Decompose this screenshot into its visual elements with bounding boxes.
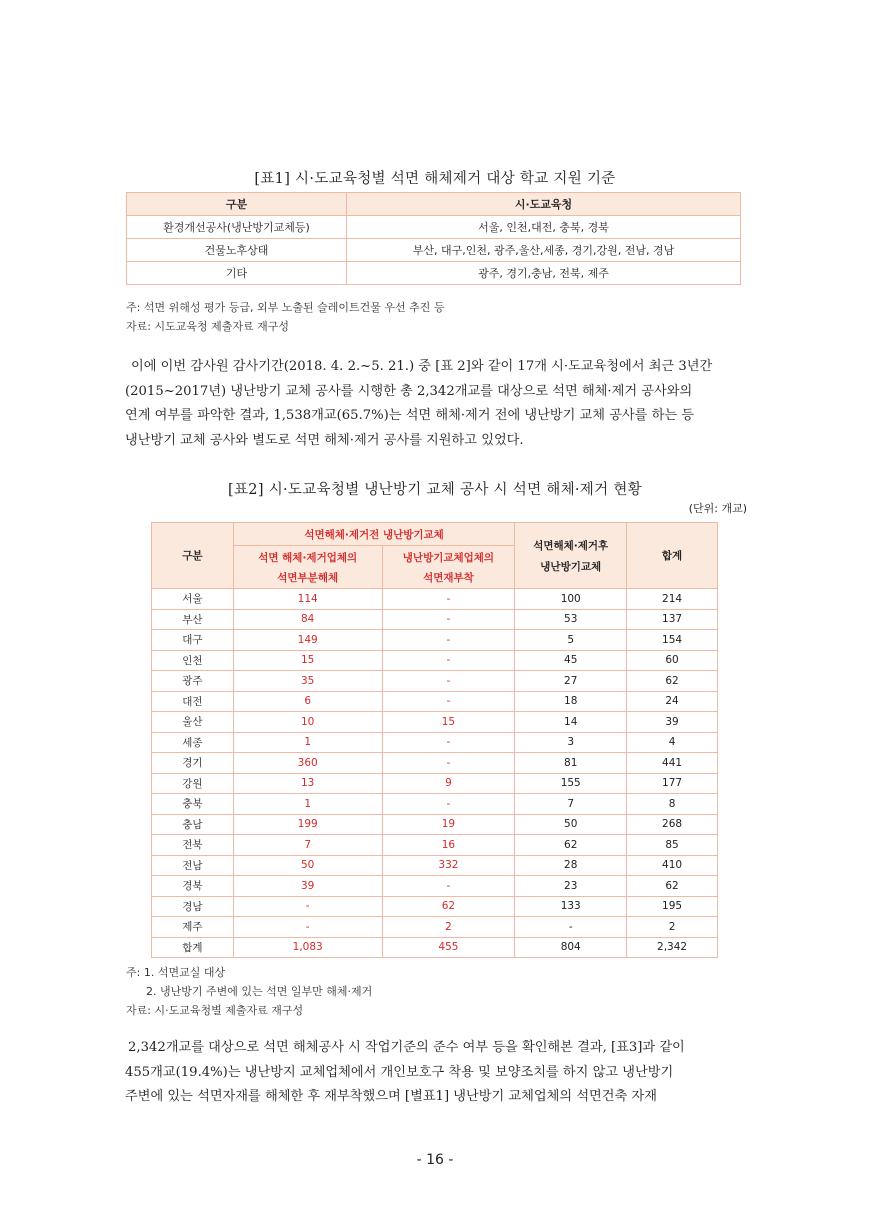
table2-cell-reattach: - xyxy=(382,753,515,774)
table1-note: 주: 석면 위해성 평가 등급, 외부 노출된 슬레이트건물 우선 추진 등 xyxy=(126,301,445,314)
table2 xyxy=(151,522,718,958)
table2-cell-partial: 1 xyxy=(233,794,382,815)
table2-cell-after: 155 xyxy=(515,773,627,794)
table1-header-office: 시·도교육청 xyxy=(347,193,741,216)
table2-header-after-line1: 석면해체·제거후 xyxy=(533,539,609,552)
table1-header-gubun: 구분 xyxy=(127,193,347,216)
table2-cell-total: 62 xyxy=(627,876,718,897)
table2-cell-region: 대전 xyxy=(152,691,234,712)
table2-cell-total: 268 xyxy=(627,814,718,835)
table2-cell-after: - xyxy=(515,917,627,938)
table2-cell-total: 154 xyxy=(627,630,718,651)
table2-cell-after: 5 xyxy=(515,630,627,651)
table2-cell-total: 177 xyxy=(627,773,718,794)
table2-note-1: 주: 1. 석면교실 대상 xyxy=(126,966,226,979)
table2-cell-partial: 35 xyxy=(233,671,382,692)
table2-cell-region: 광주 xyxy=(152,671,234,692)
table2-cell-reattach: 19 xyxy=(382,814,515,835)
table2-source: 자료: 시·도교육청별 제출자료 재구성 xyxy=(126,1004,304,1017)
table2-cell-total: 441 xyxy=(627,753,718,774)
table2-cell-partial: 39 xyxy=(233,876,382,897)
table2-cell-total: 2,342 xyxy=(627,937,718,958)
table2-cell-region: 전남 xyxy=(152,855,234,876)
table1-cell: 서울, 인천,대전, 충북, 경북 xyxy=(347,216,741,239)
table2-cell-reattach: 2 xyxy=(382,917,515,938)
table2-cell-partial: 84 xyxy=(233,609,382,630)
table2-cell-region: 강원 xyxy=(152,773,234,794)
table2-cell-reattach: 455 xyxy=(382,937,515,958)
table2-cell-total: 60 xyxy=(627,650,718,671)
table2-cell-after: 18 xyxy=(515,691,627,712)
table2-cell-total: 195 xyxy=(627,896,718,917)
table-row xyxy=(152,650,718,671)
table2-header-group-before: 석면해체·제거전 냉난방기교체 xyxy=(233,523,514,546)
table-row xyxy=(152,917,718,938)
table1-cell: 환경개선공사(냉난방기교체등) xyxy=(127,216,347,239)
paragraph-line: 냉난방기 교체 공사와 별도로 석면 해체·제거 공사를 지원하고 있었다. xyxy=(125,432,524,448)
table2-cell-reattach: - xyxy=(382,609,515,630)
table2-cell-region: 부산 xyxy=(152,609,234,630)
table2-cell-after: 3 xyxy=(515,732,627,753)
table2-cell-partial: 6 xyxy=(233,691,382,712)
table2-cell-reattach: - xyxy=(382,691,515,712)
table2-cell-total: 62 xyxy=(627,671,718,692)
table2-cell-reattach: - xyxy=(382,650,515,671)
table2-cell-total: 214 xyxy=(627,589,718,610)
paragraph-2 xyxy=(125,1036,758,1110)
table2-cell-region: 서울 xyxy=(152,589,234,610)
paragraph-1 xyxy=(125,355,761,453)
table2-cell-total: 410 xyxy=(627,855,718,876)
table2-cell-total: 8 xyxy=(627,794,718,815)
table-row xyxy=(152,691,718,712)
table-row xyxy=(152,794,718,815)
table2-cell-after: 81 xyxy=(515,753,627,774)
table1-header-row xyxy=(127,193,741,216)
table2-cell-total: 137 xyxy=(627,609,718,630)
table2-cell-total: 2 xyxy=(627,917,718,938)
table2-cell-region: 인천 xyxy=(152,650,234,671)
table2-cell-region: 합계 xyxy=(152,937,234,958)
table1-cell: 광주, 경기,충남, 전북, 제주 xyxy=(347,262,741,285)
table2-note-2: 2. 냉난방기 주변에 있는 석면 일부만 해체·제거 xyxy=(146,985,373,998)
table2-header-gubun: 구분 xyxy=(152,523,234,589)
table2-cell-after: 50 xyxy=(515,814,627,835)
table2-cell-reattach: - xyxy=(382,794,515,815)
table-row xyxy=(127,239,741,262)
table2-cell-reattach: 332 xyxy=(382,855,515,876)
table-row xyxy=(152,630,718,651)
table2-header-after-line2: 냉난방기교체 xyxy=(540,560,602,573)
table2-cell-total: 39 xyxy=(627,712,718,733)
table-row xyxy=(127,216,741,239)
table2-cell-reattach: 16 xyxy=(382,835,515,856)
table-row xyxy=(152,855,718,876)
table2-cell-total: 85 xyxy=(627,835,718,856)
table2-header-partial-line1: 석면 해체·제거업체의 xyxy=(258,551,358,564)
table2-cell-reattach: 15 xyxy=(382,712,515,733)
table2-cell-region: 제주 xyxy=(152,917,234,938)
table-row xyxy=(152,876,718,897)
table2-cell-partial: 50 xyxy=(233,855,382,876)
table-row xyxy=(127,262,741,285)
table2-cell-partial: 114 xyxy=(233,589,382,610)
table2-cell-after: 804 xyxy=(515,937,627,958)
table1-cell: 부산, 대구,인천, 광주,울산,세종, 경기,강원, 전남, 경남 xyxy=(347,239,741,262)
table1-caption: [표1] 시·도교육청별 석면 해체제거 대상 학교 지원 기준 xyxy=(254,171,616,187)
table2-header-partial xyxy=(233,546,382,589)
table2-cell-reattach: - xyxy=(382,589,515,610)
table2-cell-partial: 149 xyxy=(233,630,382,651)
paragraph-line: 주변에 있는 석면자재를 해체한 후 재부착했으며 [별표1] 냉난방기 교체업체의 석면건축 자재 xyxy=(125,1089,657,1104)
table2-cell-reattach: - xyxy=(382,876,515,897)
table-row xyxy=(152,773,718,794)
table-row xyxy=(152,896,718,917)
table2-cell-partial: 1,083 xyxy=(233,937,382,958)
table2-header-reattach xyxy=(382,546,515,589)
table2-cell-after: 100 xyxy=(515,589,627,610)
table2-cell-after: 133 xyxy=(515,896,627,917)
table2-unit: (단위: 개교) xyxy=(688,502,747,515)
table1-cell: 기타 xyxy=(127,262,347,285)
table2-cell-partial: 10 xyxy=(233,712,382,733)
table-row xyxy=(152,753,718,774)
table-row xyxy=(152,671,718,692)
table2-cell-partial: - xyxy=(233,896,382,917)
table-row xyxy=(152,712,718,733)
table2-cell-region: 경남 xyxy=(152,896,234,917)
table2-cell-reattach: - xyxy=(382,732,515,753)
table2-cell-after: 14 xyxy=(515,712,627,733)
table2-header-reattach-line2: 석면재부착 xyxy=(423,571,474,584)
table2-cell-region: 울산 xyxy=(152,712,234,733)
table2-cell-reattach: 9 xyxy=(382,773,515,794)
table2-cell-after: 45 xyxy=(515,650,627,671)
table2-cell-after: 62 xyxy=(515,835,627,856)
table2-cell-after: 28 xyxy=(515,855,627,876)
table2-cell-reattach: 62 xyxy=(382,896,515,917)
table2-cell-region: 대구 xyxy=(152,630,234,651)
table2-cell-after: 23 xyxy=(515,876,627,897)
table2-cell-after: 27 xyxy=(515,671,627,692)
table-row xyxy=(152,814,718,835)
table2-header-row xyxy=(152,523,718,546)
table1-cell: 건물노후상태 xyxy=(127,239,347,262)
table2-cell-region: 경북 xyxy=(152,876,234,897)
table2-cell-reattach: - xyxy=(382,630,515,651)
table2-cell-partial: - xyxy=(233,917,382,938)
table-row xyxy=(152,589,718,610)
table2-cell-partial: 199 xyxy=(233,814,382,835)
table2-cell-partial: 1 xyxy=(233,732,382,753)
table2-cell-total: 4 xyxy=(627,732,718,753)
table2-cell-after: 7 xyxy=(515,794,627,815)
table-row xyxy=(152,835,718,856)
table2-header-after xyxy=(515,523,627,589)
paragraph-line: 2,342개교를 대상으로 석면 해체공사 시 작업기준의 준수 여부 등을 확인해본 결과, [표3]과 같이 xyxy=(128,1040,685,1055)
table2-cell-region: 충북 xyxy=(152,794,234,815)
table2-header-reattach-line1: 냉난방기교체업체의 xyxy=(402,551,495,564)
paragraph-line: 455개교(19.4%)는 냉난방지 교체업체에서 개인보호구 착용 및 보양조치를 하지 않고 냉난방기 xyxy=(125,1064,674,1080)
paragraph-line: 연계 여부를 파악한 결과, 1,538개교(65.7%)는 석면 해체·제거 전에 냉난방기 교체 공사를 하는 등 xyxy=(125,408,695,423)
table2-cell-partial: 15 xyxy=(233,650,382,671)
table2-cell-region: 충남 xyxy=(152,814,234,835)
table2-cell-reattach: - xyxy=(382,671,515,692)
table2-cell-region: 경기 xyxy=(152,753,234,774)
table2-cell-after: 53 xyxy=(515,609,627,630)
table2-cell-partial: 7 xyxy=(233,835,382,856)
table2-cell-partial: 360 xyxy=(233,753,382,774)
table-row xyxy=(152,732,718,753)
table2-cell-partial: 13 xyxy=(233,773,382,794)
table2-caption: [표2] 시·도교육청별 냉난방기 교체 공사 시 석면 해체·제거 현황 xyxy=(228,482,642,498)
table2-header-total: 합계 xyxy=(627,523,718,589)
table-row xyxy=(152,609,718,630)
table-row xyxy=(152,937,718,958)
table2-cell-region: 전북 xyxy=(152,835,234,856)
table2-cell-region: 세종 xyxy=(152,732,234,753)
table2-header-partial-line2: 석면부분해체 xyxy=(277,571,339,584)
page-number: - 16 - xyxy=(416,1152,454,1168)
table1 xyxy=(126,192,741,285)
paragraph-line: 이에 이번 감사원 감사기간(2018. 4. 2.~5. 21.) 중 [표 2]와 같이 17개 시·도교육청에서 최근 3년간 xyxy=(131,359,713,374)
table1-source: 자료: 시도교육청 제출자료 재구성 xyxy=(126,320,289,333)
table2-cell-total: 24 xyxy=(627,691,718,712)
paragraph-line: (2015~2017년) 냉난방기 교체 공사를 시행한 총 2,342개교를 대상으로 석면 해체·제거 공사와의 xyxy=(125,383,693,399)
